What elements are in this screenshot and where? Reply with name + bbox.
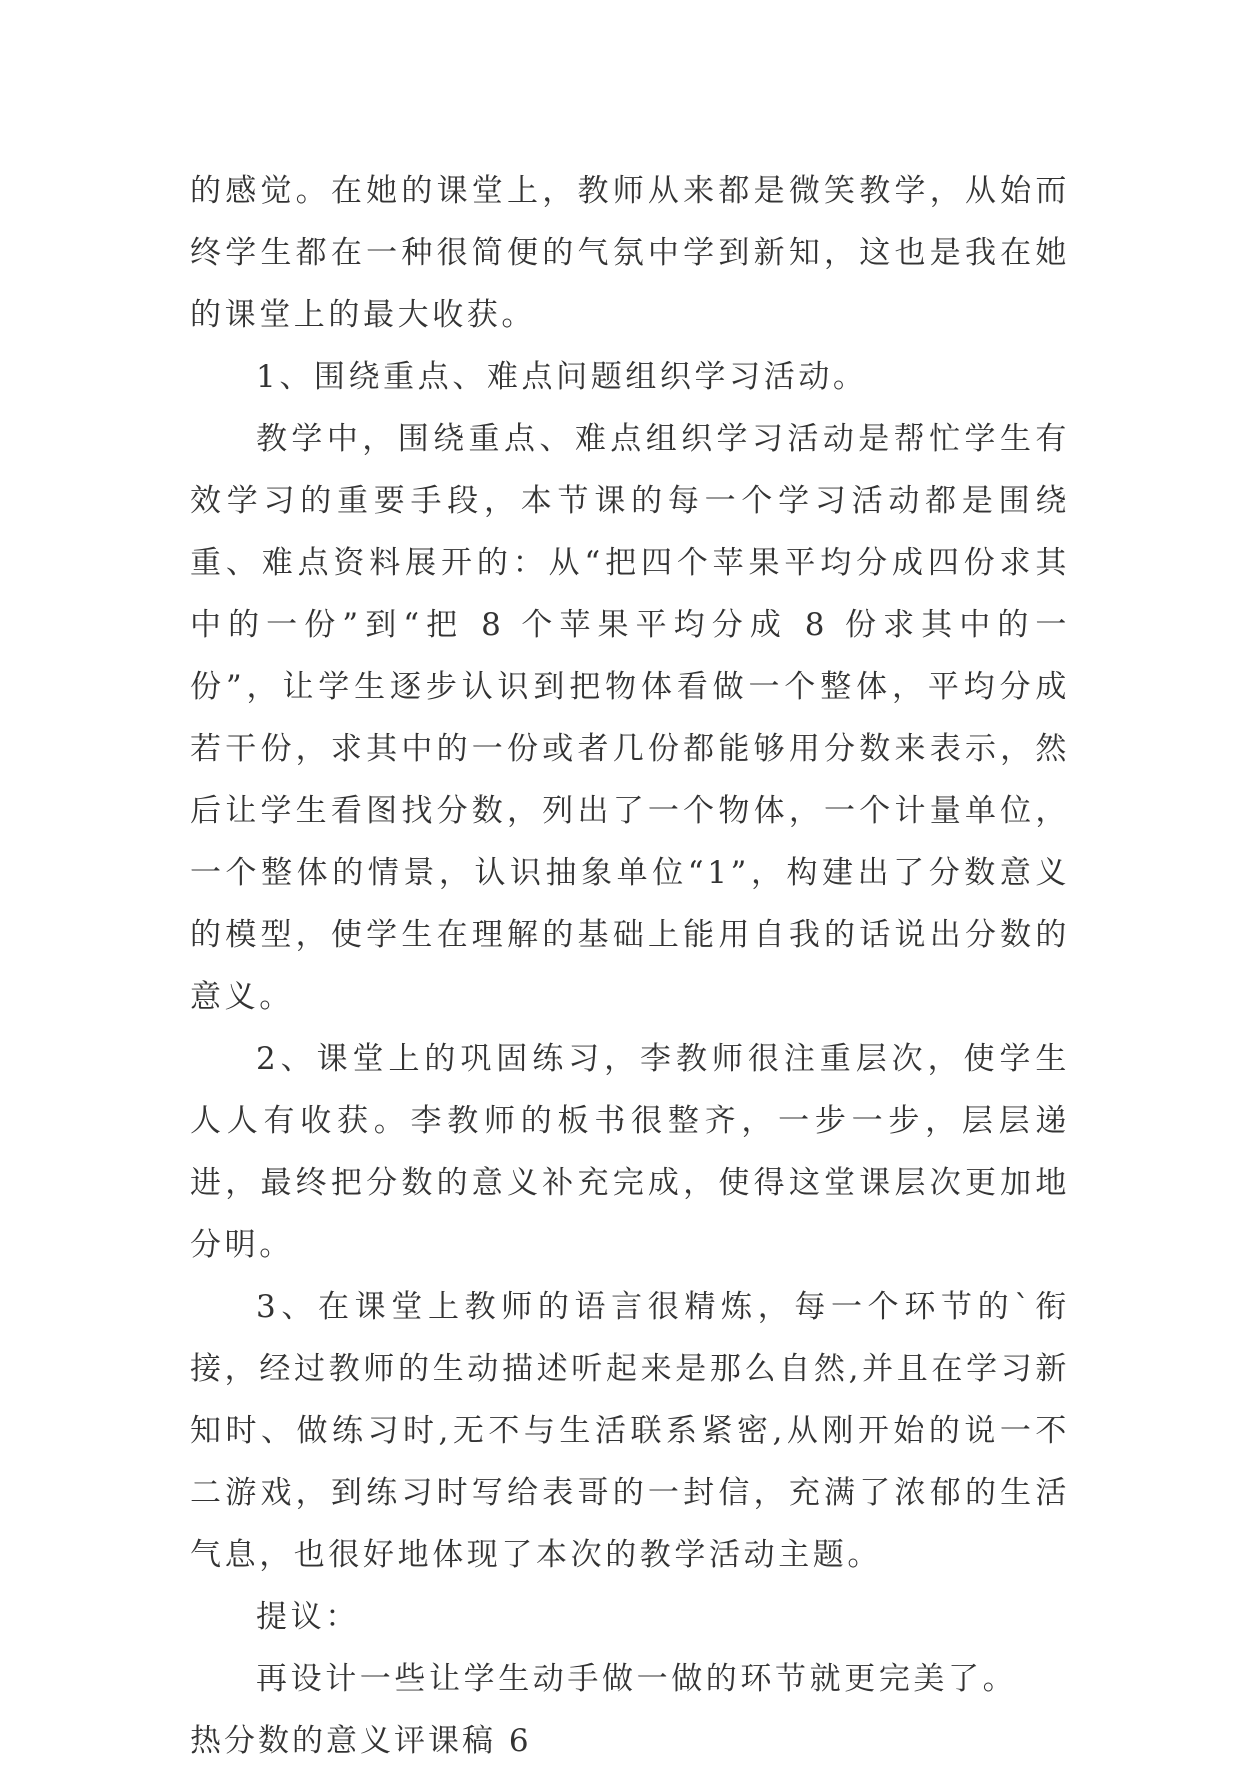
paragraph-point-3: 3、在课堂上教师的语言很精炼，每一个环节的`衔接，经过教师的生动描述听起来是那么自然,并且在学习新知时、做练习时,无不与生活联系紧密,从刚开始的说一不二游戏，到练习时写给表哥的一封信，充满了浓郁的生活气息，也很好地体现了本次的教学活动主题。 [190, 1289, 1070, 1573]
paragraph-point-2: 2、课堂上的巩固练习，李教师很注重层次，使学生人人有收获。李教师的板书很整齐，一步一步，层层递进，最终把分数的意义补充完成，使得这堂课层次更加地分明。 [190, 1041, 1070, 1263]
paragraph-continuation: 的感觉。在她的课堂上，教师从来都是微笑教学，从始而终学生都在一种很简便的气氛中学到新知，这也是我在她的课堂上的最大收获。 [190, 173, 1070, 333]
document-body [190, 160, 1070, 1772]
paragraph-point-1-body: 教学中，围绕重点、难点组织学习活动是帮忙学生有效学习的重要手段，本节课的每一个学习活动都是围绕重、难点资料展开的：从“把四个苹果平均分成四份求其中的一份”到“把 8 个苹果平均分成 8 份求其中的一份”，让学生逐步认识到把物体看做一个整体，平均分成若干份，求其中的一份或者几份都能够用分数来表示，然后让学生看图找分数，列出了一个物体，一个计量单位，一个整体的情景，认识抽象单位“1”，构建出了分数意义的模型，使学生在理解的基础上能用自我的话说出分数的意义。 [190, 421, 1070, 1015]
paragraph-point-1-title: 1、围绕重点、难点问题组织学习活动。 [256, 359, 868, 395]
paragraph-suggestion-label: 提议： [256, 1599, 360, 1635]
paragraph-suggestion-body: 再设计一些让学生动手做一做的环节就更完美了。 [256, 1661, 1018, 1697]
section-heading: 热分数的意义评课稿 6 [190, 1723, 532, 1759]
